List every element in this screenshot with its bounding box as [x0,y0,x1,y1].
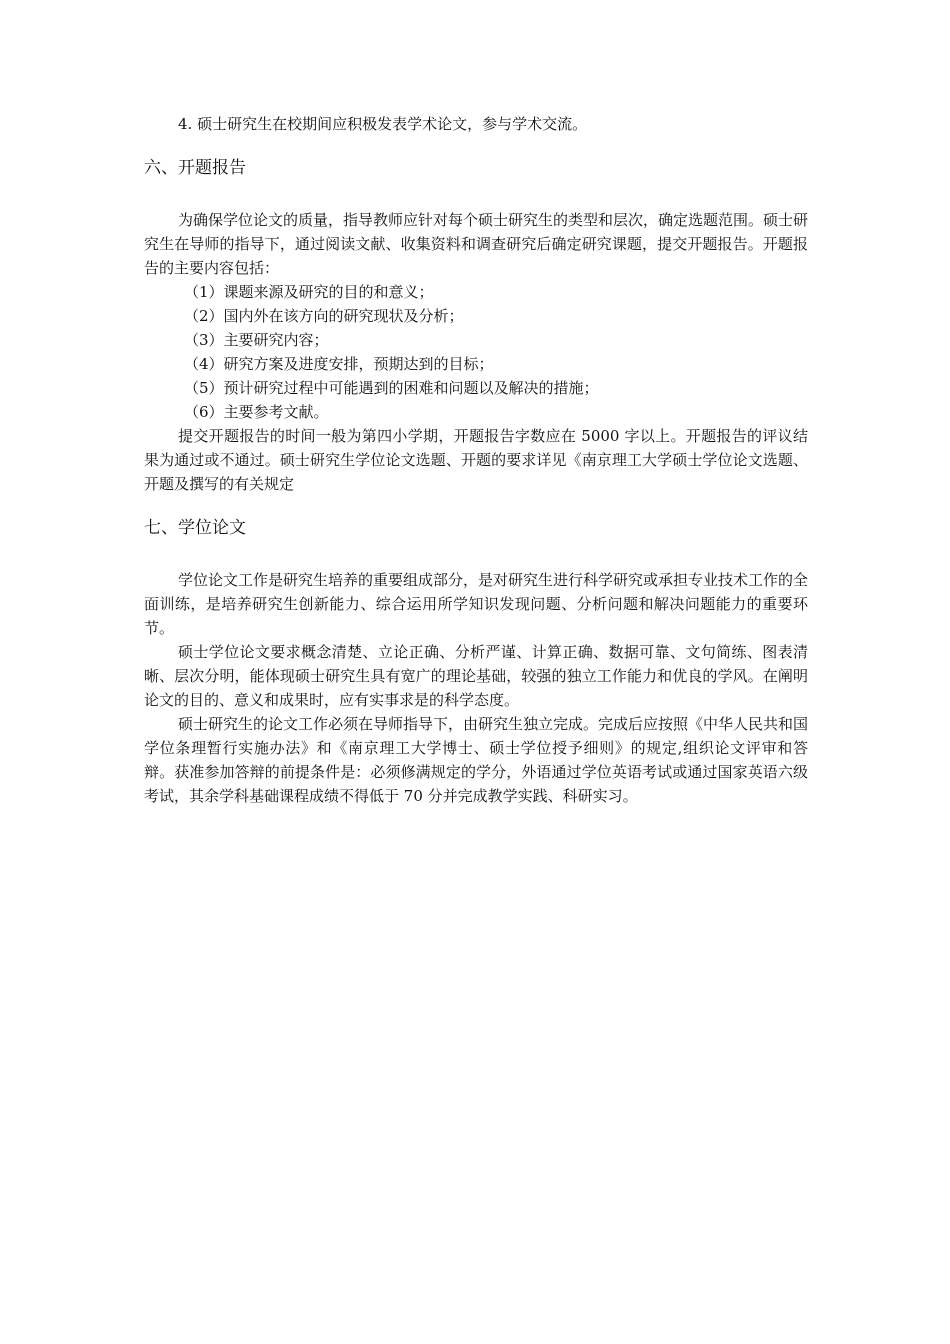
section7-para1: 学位论文工作是研究生培养的重要组成部分，是对研究生进行科学研究或承担专业技术工作的全面训练，是培养研究生创新能力、综合运用所学知识发现问题、分析问题和解决问题能力的重要环节。 [144,571,809,637]
document-page [144,112,808,808]
section7-heading: 七、学位论文 [144,518,246,538]
section7-para3: 硕士研究生的论文工作必须在导师指导下，由研究生独立完成。完成后应按照《中华人民共和国学位条理暂行实施办法》和《南京理工大学博士、硕士学位授予细则》的规定,组织论文评审和答辩。获准参加答辩的前提条件是：必须修满规定的学分，外语通过学位英语考试或通过国家英语六级考试，其余学科基础课程成绩不得低于 70 分并完成教学实践、科研实习。 [144,715,809,805]
section5-item4: 4. 硕士研究生在校期间应积极发表学术论文，参与学术交流。 [178,115,588,133]
section6-heading: 六、开题报告 [144,158,246,178]
list-item: （2）国内外在该方向的研究现状及分析； [184,307,464,325]
list-item: （3）主要研究内容； [184,331,329,349]
list-item: （1）课题来源及研究的目的和意义； [184,283,434,301]
list-item: （4）研究方案及进度安排，预期达到的目标； [184,355,494,373]
list-item: （5）预计研究过程中可能遇到的困难和问题以及解决的措施； [184,379,599,397]
section6-intro: 为确保学位论文的质量，指导教师应针对每个硕士研究生的类型和层次，确定选题范围。硕士研究生在导师的指导下，通过阅读文献、收集资料和调查研究后确定研究课题，提交开题报告。开题报告的主要内容包括： [144,211,809,277]
list-item: （6）主要参考文献。 [184,403,329,421]
section7-para2: 硕士学位论文要求概念清楚、立论正确、分析严谨、计算正确、数据可靠、文句简练、图表清晰、层次分明，能体现硕士研究生具有宽广的理论基础，较强的独立工作能力和优良的学风。在阐明论文的目的、意义和成果时，应有实事求是的科学态度。 [144,643,808,709]
section6-closing: 提交开题报告的时间一般为第四小学期，开题报告字数应在 5000 字以上。开题报告的评议结果为通过或不通过。硕士研究生学位论文选题、开题的要求详见《南京理工大学硕士学位论文选题、开题及撰写的有关规定 [144,427,808,493]
